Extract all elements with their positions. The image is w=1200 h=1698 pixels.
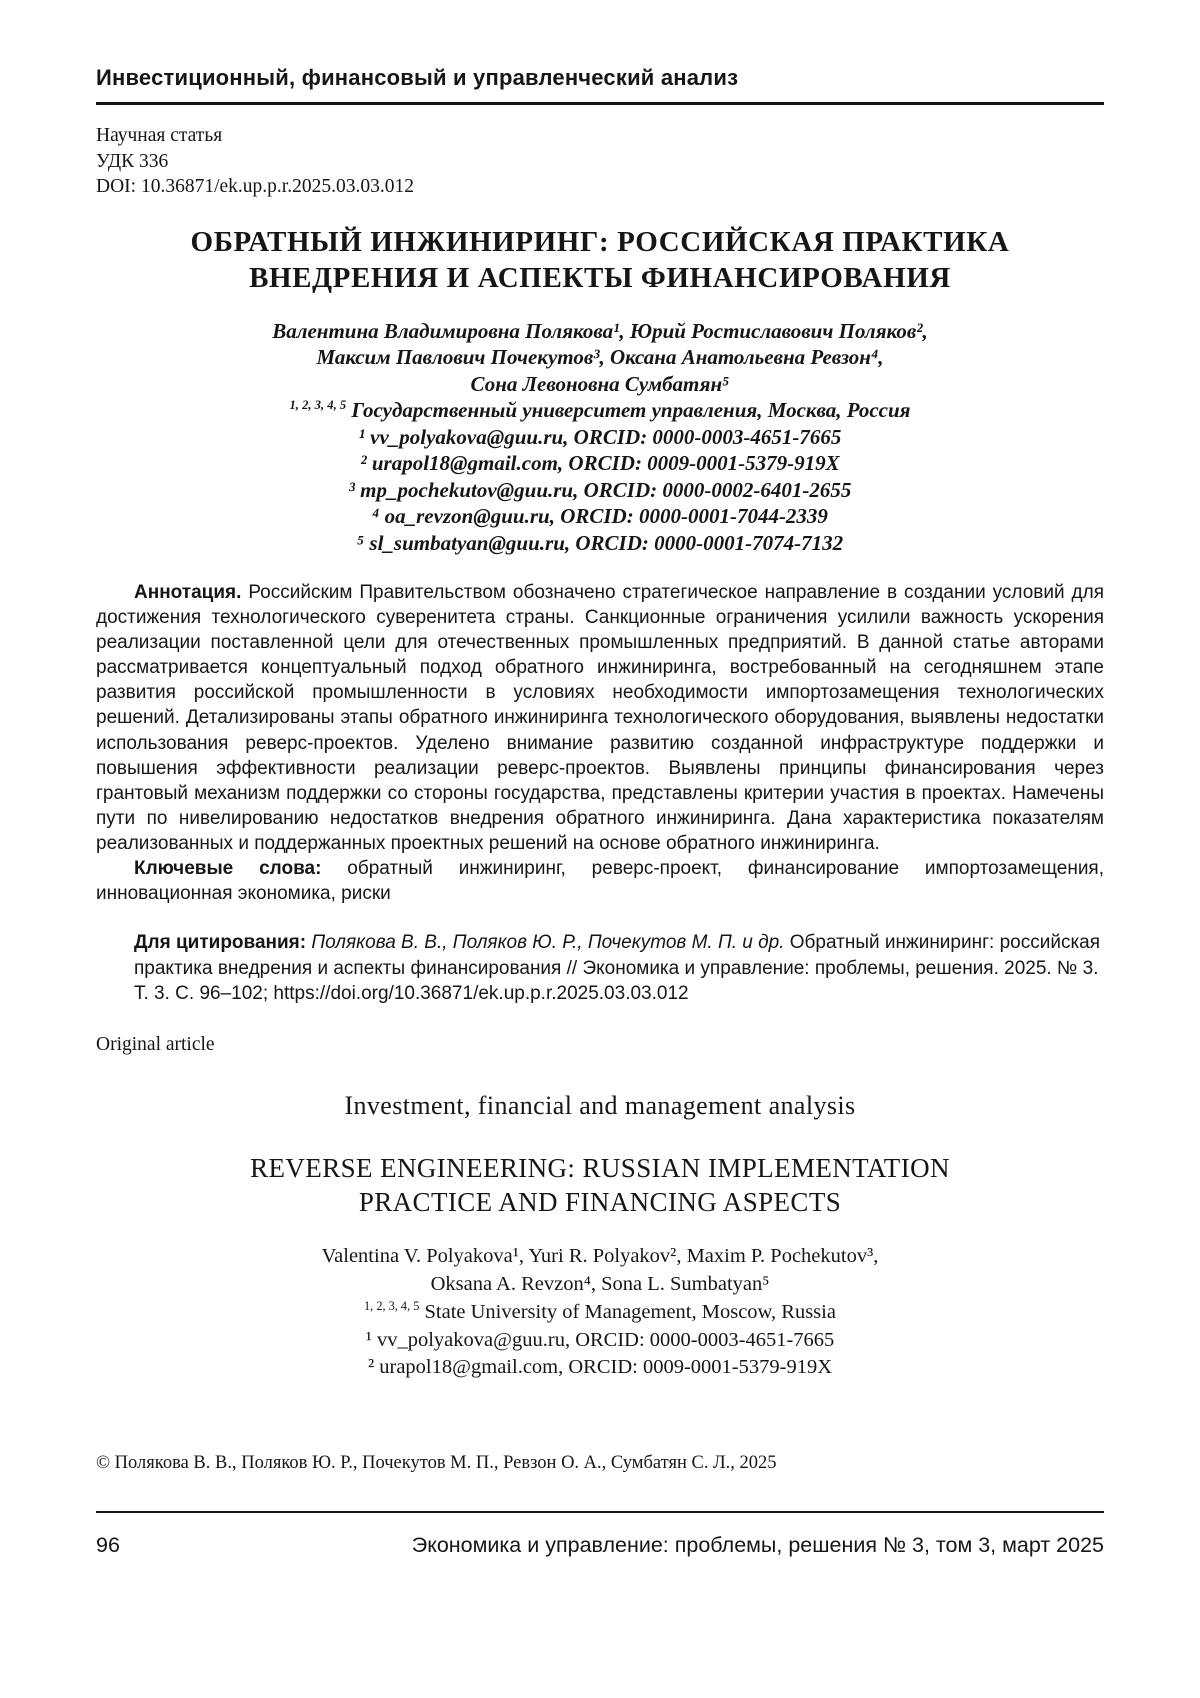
title-ru-line1: ОБРАТНЫЙ ИНЖИНИРИНГ: РОССИЙСКАЯ ПРАКТИКА [190, 226, 1010, 259]
affiliation-en-text: State University of Management, Moscow, Russia [424, 1300, 836, 1323]
authors-ru-line3: Сона Левоновна Сумбатян⁵ [470, 371, 730, 396]
affiliation-ru-marks: 1, 2, 3, 4, 5 [289, 398, 347, 413]
keywords-text: обратный инжиниринг, реверс-проект, финансирование импортозамещения, инновационная экономика, риски [96, 857, 1104, 904]
page-bottom [96, 1452, 1104, 1558]
contact-ru-3: ³ mp_pochekutov@guu.ru, ORCID: 0000-0002-6401-2655 [348, 477, 852, 502]
copyright-line: © Полякова В. В., Поляков Ю. Р., Почекутов М. П., Ревзон О. А., Сумбатян С. Л., 2025 [96, 1452, 777, 1473]
journal-footer-line: Экономика и управление: проблемы, решения № 3, том 3, март 2025 [411, 1533, 1104, 1557]
affiliation-ru-block [96, 397, 1104, 556]
affiliation-ru-text: Государственный университет управления, Москва, Россия [351, 398, 911, 423]
affiliation-en [96, 1299, 1104, 1327]
page-footer [96, 1533, 1104, 1558]
abstract-ru [96, 580, 1104, 856]
section-title-en: Investment, financial and management analysis [344, 1091, 856, 1121]
affiliation-en-marks: 1, 2, 3, 4, 5 [364, 1298, 420, 1313]
abstract-text: Российским Правительством обозначено стратегическое направление в создании условий для достижения технологического суверенитета страны. Санкционные ограничения усилили важность ускорения реализации поставленной цели для отечественных промышленных предприятий. В данной статье авторами рассматривается концептуальный подход обратного инжиниринга, востребованный на сегодняшнем этапе развития российской промышленности в условиях необходимости импортозамещения технологических решений. Детализированы этапы обратного инжиниринга технологического оборудования, выявлены недостатки использования реверс-проектов. Уделено внимание развитию созданной инфраструктуре поддержки и повышения эффективности реализации реверс-проектов. Выявлены принципы финансирования через грантовый механизм поддержки со стороны государства, представлены критерии участия в проектах. Намечены пути по нивелированию недостатков внедрения обратного инжиниринга. Дана характеристика показателям реализованных и поддержанных проектных решений на основе обратного инжиниринга. [96, 582, 1104, 854]
page-number: 96 [96, 1533, 120, 1557]
affiliation-ru [96, 397, 1104, 423]
authors-ru [96, 318, 1104, 397]
header-rule [96, 102, 1104, 105]
article-type-en: Original article [96, 1034, 215, 1056]
article-type-ru: Научная статья [96, 125, 223, 147]
authors-en [96, 1243, 1104, 1299]
citation-authors: Полякова В. В., Поляков Ю. Р., Почекутов М. П. и др. [311, 932, 785, 954]
contact-en-2: ² urapol18@gmail.com, ORCID: 0009-0001-5379-919X [367, 1356, 832, 1379]
article-meta [96, 123, 1104, 199]
keywords-label: Ключевые слова: [134, 857, 322, 879]
keywords-ru [96, 856, 1104, 906]
title-en-line2: PRACTICE AND FINANCING ASPECTS [358, 1186, 842, 1217]
footer-rule [96, 1511, 1104, 1513]
contact-en-1: ¹ vv_polyakova@guu.ru, ORCID: 0000-0003-4651-7665 [365, 1328, 835, 1351]
citation-block [134, 930, 1104, 1006]
contact-ru-1: ¹ vv_polyakova@guu.ru, ORCID: 0000-0003-4651-7665 [358, 424, 842, 449]
contact-ru-2: ² urapol18@gmail.com, ORCID: 0009-0001-5379-919X [360, 451, 840, 476]
title-ru-line2: ВНЕДРЕНИЯ И АСПЕКТЫ ФИНАНСИРОВАНИЯ [249, 261, 951, 294]
citation-text: Обратный инжиниринг: российская практика внедрения и аспекты финансирования // Экономика и управление: проблемы, решения. 2025. № 3. Т. 3. С. 96–102; https://doi.org/10.36871/ek.up.p.r.2025.03.03.012 [134, 932, 1101, 1004]
affiliation-en-block [96, 1299, 1104, 1383]
title-en-line1: REVERSE ENGINEERING: RUSSIAN IMPLEMENTATION [250, 1152, 950, 1183]
authors-ru-line1: Валентина Владимировна Полякова¹, Юрий Ростиславович Поляков², [272, 318, 928, 343]
article-title-en [96, 1151, 1104, 1219]
running-head: Инвестиционный, финансовый и управленческий анализ [96, 65, 739, 90]
contact-ru-5: ⁵ sl_sumbatyan@guu.ru, ORCID: 0000-0001-7074-7132 [356, 530, 844, 555]
authors-ru-line2: Максим Павлович Почекутов³, Оксана Анатольевна Ревзон⁴, [316, 345, 884, 370]
article-title-ru [96, 225, 1104, 296]
authors-en-line1: Valentina V. Polyakova¹, Yuri R. Polyakov², Maxim P. Pochekutov³, [321, 1244, 879, 1267]
doi-line: DOI: 10.36871/ek.up.p.r.2025.03.03.012 [96, 175, 414, 197]
citation-label: Для цитирования: [134, 932, 307, 954]
udc-code: УДК 336 [96, 150, 169, 172]
contact-ru-4: ⁴ oa_revzon@guu.ru, ORCID: 0000-0001-7044-2339 [372, 504, 828, 529]
abstract-label: Аннотация. [134, 582, 242, 604]
authors-en-line2: Oksana A. Revzon⁴, Sona L. Sumbatyan⁵ [430, 1272, 770, 1295]
